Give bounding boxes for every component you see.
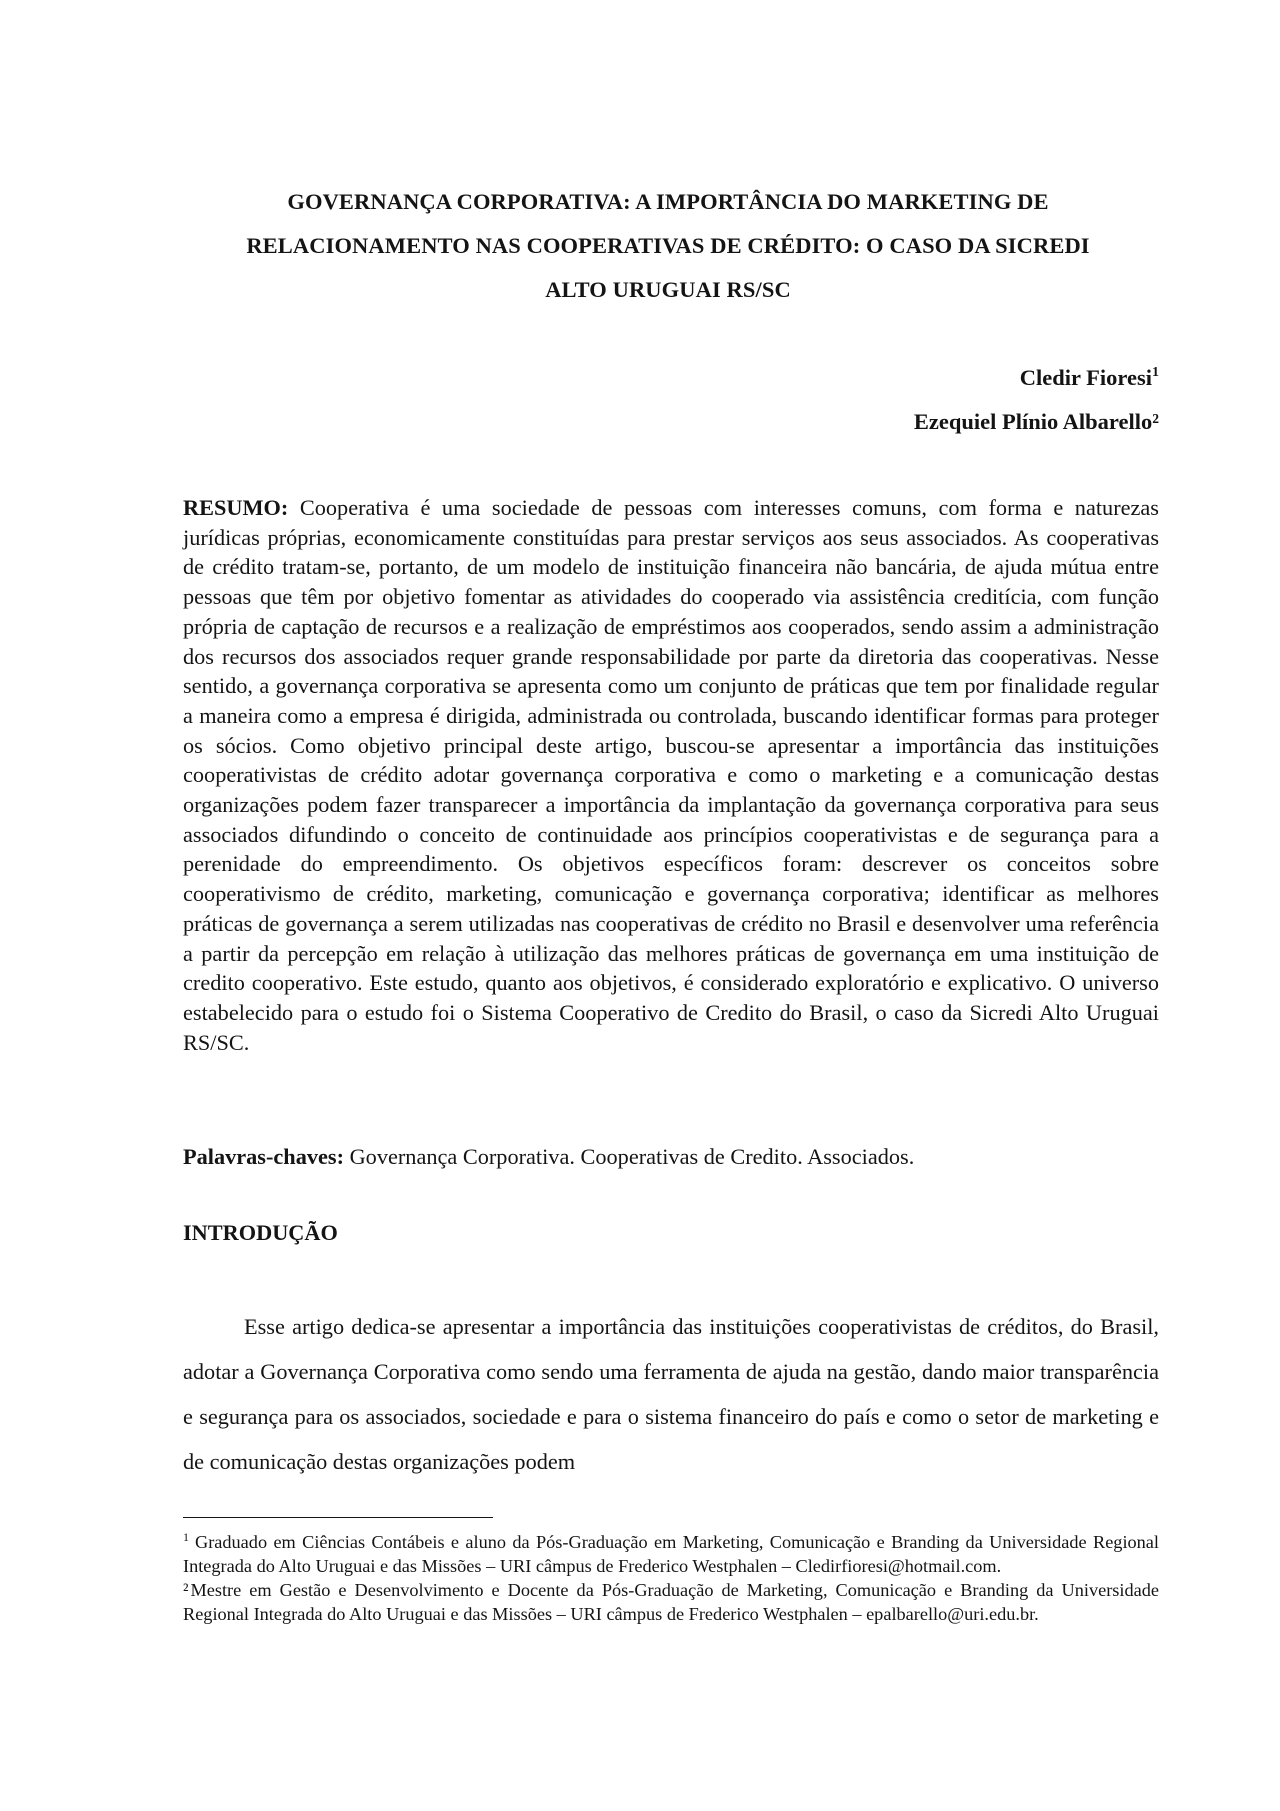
footnotes	[183, 1530, 1159, 1626]
title-line-1: GOVERNANÇA CORPORATIVA: A IMPORTÂNCIA DO MARKETING DE	[287, 189, 1049, 214]
footnote-2-mark: ²	[183, 1580, 189, 1600]
footnote-2	[183, 1578, 1159, 1626]
keywords	[183, 1142, 1159, 1172]
author-2	[914, 400, 1159, 444]
abstract	[183, 493, 1159, 1057]
paper-title	[183, 180, 1153, 312]
abstract-label: RESUMO:	[183, 495, 289, 520]
title-line-2: RELACIONAMENTO NAS COOPERATIVAS DE CRÉDITO: O CASO DA SICREDI	[246, 233, 1090, 258]
footnote-1	[183, 1530, 1159, 1578]
introduction-paragraph: Esse artigo dedica-se apresentar a importância das instituições cooperativistas de créditos, do Brasil, adotar a Governança Corporativa como sendo uma ferramenta de ajuda na gestão, dando maior transparência e segurança para os associados, sociedade e para o sistema financeiro do país e como o setor de marketing e de comunicação destas organizações podem	[183, 1314, 1159, 1474]
footnote-2-text: Mestre em Gestão e Desenvolvimento e Docente da Pós-Graduação de Marketing, Comunicação e Branding da Universidade Regional Integrada do Alto Uruguai e das Missões – URI câmpus de Frederico Westphalen – epalbarello@uri.edu.br.	[183, 1580, 1159, 1624]
title-line-3: ALTO URUGUAI RS/SC	[545, 277, 791, 302]
author-1-footnote-mark: 1	[1152, 365, 1159, 380]
footnote-divider	[183, 1517, 493, 1518]
keywords-text: Governança Corporativa. Cooperativas de Credito. Associados.	[349, 1144, 915, 1169]
abstract-text: Cooperativa é uma sociedade de pessoas com interesses comuns, com forma e naturezas jurídicas próprias, economicamente constituídas para prestar serviços aos seus associados. As cooperativas de crédito tratam-se, portanto, de um modelo de instituição financeira não bancária, de ajuda mútua entre pessoas que têm por objetivo fomentar as atividades do cooperado via assistência creditícia, com função própria de captação de recursos e a realização de empréstimos aos cooperados, sendo assim a administração dos recursos dos associados requer grande responsabilidade por parte da diretoria das cooperativas. Nesse sentido, a governança corporativa se apresenta como um conjunto de práticas que tem por finalidade regular a maneira como a empresa é dirigida, administrada ou controlada, buscando identificar formas para proteger os sócios. Como objetivo principal deste artigo, buscou-se apresentar a importância das instituições cooperativistas de crédito adotar governança corporativa e como o marketing e a comunicação destas organizações podem fazer transparecer a importância da implantação da governança corporativa para seus associados difundindo o conceito de continuidade aos princípios cooperativistas e de segurança para a perenidade do empreendimento. Os objetivos específicos foram: descrever os conceitos sobre cooperativismo de crédito, marketing, comunicação e governança corporativa; identificar as melhores práticas de governança a serem utilizadas nas cooperativas de crédito no Brasil e desenvolver uma referência a partir da percepção em relação à utilização das melhores práticas de governança em uma instituição de credito cooperativo. Este estudo, quanto aos objetivos, é considerado exploratório e explicativo. O universo estabelecido para o estudo foi o Sistema Cooperativo de Credito do Brasil, o caso da Sicredi Alto Uruguai RS/SC.	[183, 495, 1159, 1055]
author-1	[914, 356, 1159, 400]
author-list	[914, 356, 1159, 444]
footnote-1-text: Graduado em Ciências Contábeis e aluno da Pós-Graduação em Marketing, Comunicação e Branding da Universidade Regional Integrada do Alto Uruguai e das Missões – URI câmpus de Frederico Westphalen – Cledirfioresi@hotmail.com.	[183, 1532, 1159, 1576]
author-1-name: Cledir Fioresi	[1019, 365, 1152, 390]
footnote-1-mark: 1	[183, 1530, 189, 1544]
section-heading-introduction: INTRODUÇÃO	[183, 1220, 338, 1245]
keywords-label: Palavras-chaves:	[183, 1144, 344, 1169]
author-2-name: Ezequiel Plínio Albarello²	[913, 409, 1159, 434]
